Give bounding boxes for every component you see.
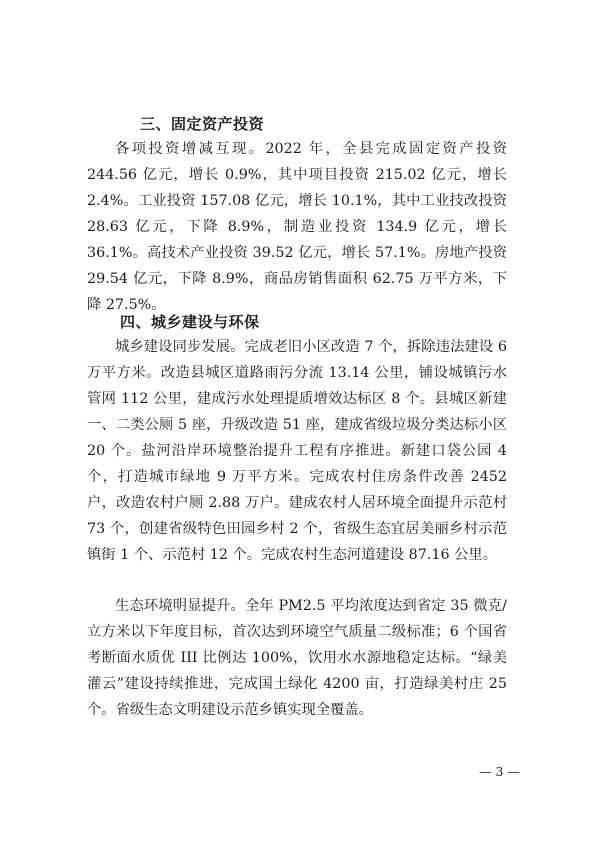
paragraph-urban-rural-development: 城乡建设同步发展。完成老旧小区改造 7 个，拆除违法建设 6 万平方米。改造县城区道路雨污分流 13.14 公里，铺设城镇污水管网 112 公里，建成污水处理提质增效达标区 8 个。县城区新建一、二类公厕 5 座，升级改造 51 座，建成省级垃圾分类达标小区 20 个。盐河沿岸环境整治提升工程有序推进。新建口袋公园 4 个，打造城市绿地 9 万平方米。完成农村住房条件改善 2452 户，改造农村户厕 2.88 万户。建成农村人居环境全面提升示范村 73 个，创建省级特色田园乡村 2 个，省级生态宜居美丽乡村示范镇街 1 个、示范村 12 个。完成农村生态河道建设 87.16 公里。: [87, 339, 507, 563]
page-number: — 3 —: [479, 764, 520, 779]
section-heading-fixed-asset-investment: 三、固定资产投资: [140, 115, 265, 133]
paragraph-ecological-environment: 生态环境明显提升。全年 PM2.5 平均浓度达到省定 35 微克/立方米以下年度目标，首次达到环境空气质量二级标准；6 个国省考断面水质优 III 比例达 100%，饮用水水源地稳定达标。“绿美灌云”建设持续推进，完成国土绿化 4200 亩，打造绿美村庄 25 个。省级生态文明建设示范乡镇实现全覆盖。: [87, 598, 507, 718]
paragraph-investment: 各项投资增减互现。2022 年，全县完成固定资产投资 244.56 亿元，增长 0.9%，其中项目投资 215.02 亿元，增长 2.4%。工业投资 157.08 亿元，增长 10.1%，其中工业技改投资 28.63 亿元，下降 8.9%，制造业投资 134.9 亿元，增长 36.1%。高技术产业投资 39.52 亿元，增长 57.1%。房地产投资 29.54 亿元，下降 8.9%，商品房销售面积 62.75 万平方米，下降 27.5%。: [87, 141, 507, 313]
section-heading-urban-rural-construction: 四、城乡建设与环保: [120, 313, 260, 331]
